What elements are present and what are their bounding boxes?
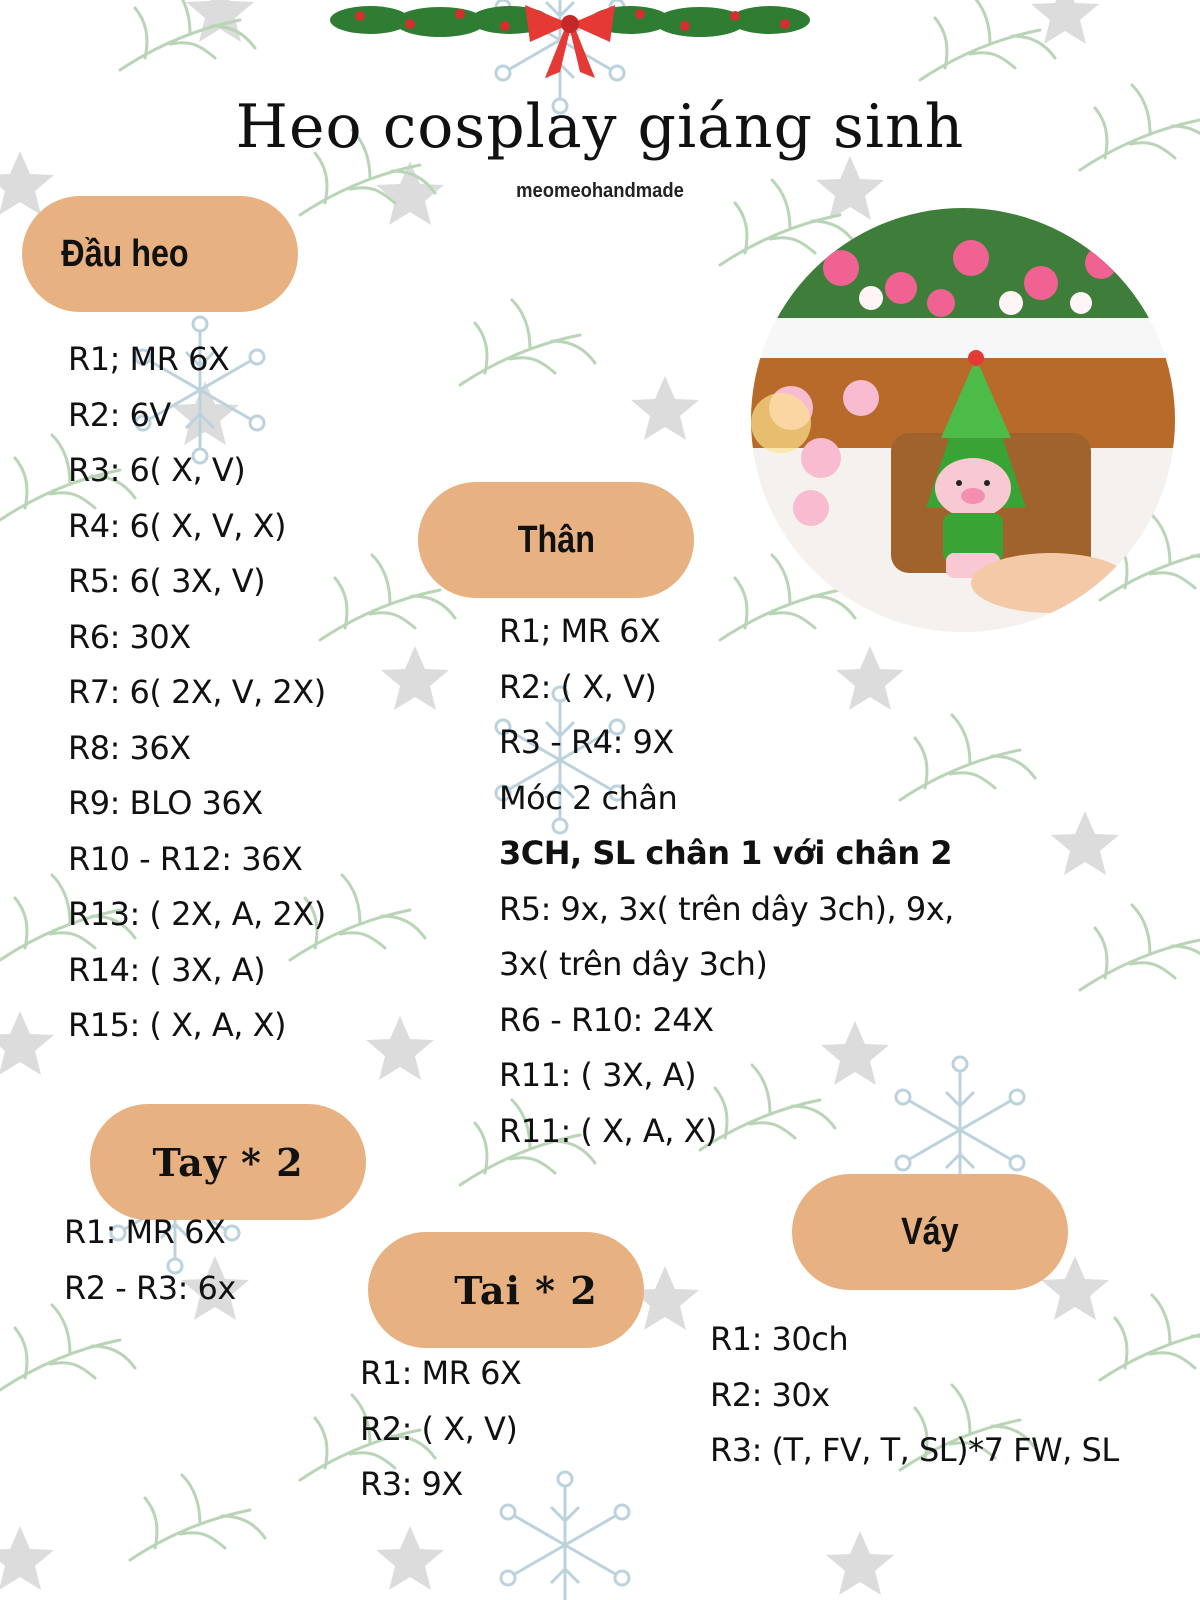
row-text: R13: ( 2X, A, 2X) (68, 895, 326, 933)
ribbon-bow (525, 5, 615, 78)
row-text: R11: ( X, A, X) (499, 1111, 717, 1150)
row-text: 3x( trên dây 3ch) (499, 945, 768, 983)
row-text: R4: 6( X, V, X) (68, 506, 286, 545)
brand-name: meomeohandmade (516, 180, 684, 202)
row-text: R1; MR 6X (68, 340, 230, 378)
arms-rows (64, 1205, 236, 1316)
crochet-pig-photo-icon (751, 208, 1175, 632)
row-text: R1: 30ch (710, 1320, 849, 1358)
section-heading-head (22, 196, 298, 312)
row-text: Móc 2 chân (499, 778, 678, 817)
section-heading-ears (368, 1232, 644, 1348)
ears-rows (360, 1346, 521, 1513)
heading-skirt-label: Váy (901, 1210, 959, 1253)
row-text: R6 - R10: 24X (499, 1000, 714, 1039)
garland-decoration (330, 0, 810, 85)
row-text: R1; MR 6X (499, 612, 661, 650)
row-text: R11: ( 3X, A) (499, 1056, 697, 1094)
row-text: R7: 6( 2X, V, 2X) (68, 673, 326, 711)
row-text: R9: BLO 36X (68, 784, 263, 822)
row-text: R2: 30x (710, 1375, 830, 1414)
section-heading-body (418, 482, 694, 598)
row-text: R1: MR 6X (64, 1213, 226, 1251)
row-text: R5: 6( 3X, V) (68, 562, 266, 600)
page-title: Heo cosplay giáng sinh (235, 92, 965, 162)
row-text: R5: 9x, 3x( trên dây 3ch), 9x, (499, 889, 954, 928)
row-text: R2: ( X, V) (360, 1409, 518, 1448)
heading-head-label: Đầu heo (61, 232, 189, 275)
pig-christmas-tree-photo (751, 208, 1175, 632)
row-text: R15: ( X, A, X) (68, 1006, 286, 1044)
row-text: R8: 36X (68, 728, 191, 767)
row-text: R2 - R3: 6x (64, 1268, 236, 1307)
row-text: R3: 6( X, V) (68, 451, 246, 489)
row-text: R1: MR 6X (360, 1354, 522, 1392)
row-text: R3: (T, FV, T, SL)*7 FW, SL (710, 1431, 1119, 1469)
heading-arms-label: Tay * 2 (152, 1139, 304, 1185)
row-text: R6: 30X (68, 617, 191, 656)
row-text: R3 - R4: 9X (499, 723, 674, 761)
heading-ears-label: Tai * 2 (454, 1267, 598, 1313)
row-text: R10 - R12: 36X (68, 839, 303, 878)
skirt-rows (710, 1312, 1119, 1479)
row-text: R3: 9X (360, 1465, 463, 1503)
row-text: R2: ( X, V) (499, 667, 657, 706)
head-rows (68, 332, 326, 1054)
heading-body-label: Thân (517, 518, 595, 561)
section-heading-arms (90, 1104, 366, 1220)
body-rows (499, 604, 954, 1159)
row-text: R2: 6V (68, 395, 171, 434)
section-heading-skirt (792, 1174, 1068, 1290)
row-text: R14: ( 3X, A) (68, 950, 266, 989)
row-text: 3CH, SL chân 1 với chân 2 (499, 834, 953, 872)
